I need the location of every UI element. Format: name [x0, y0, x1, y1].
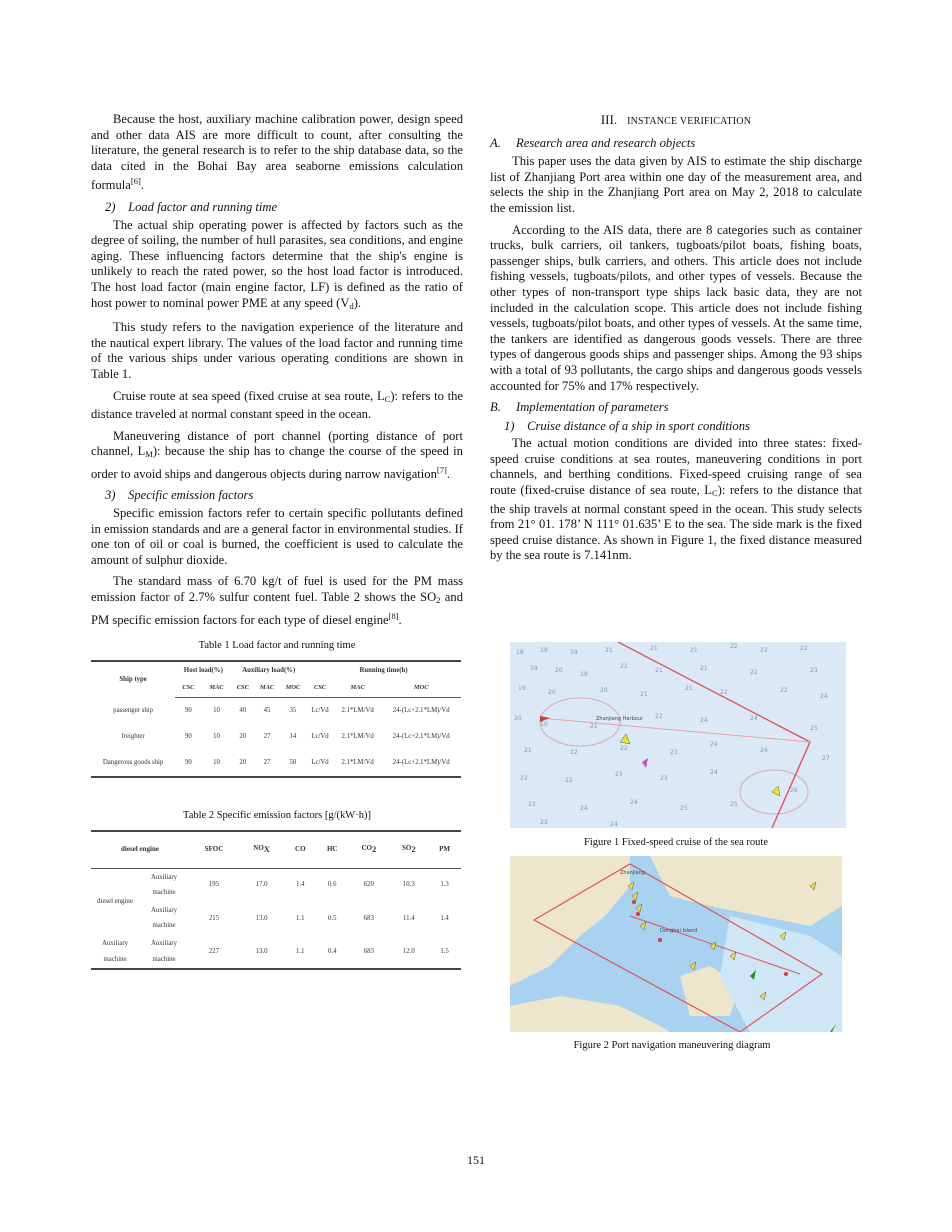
- table-cell: 10: [213, 733, 220, 741]
- table-row: [91, 935, 461, 969]
- paragraph: According to the AIS data, there are 8 categories such as container trucks, bulk carriers, oil tankers, tugboats/pilot boats, fishing boats, passenger ships, bulk carriers, and others. This article does not include fishing vessels, tugboats/pilots, and other types of vessels. Because the other types of non-transport type ships lack basic data, they are not included in the calculation scope. This article does not include fishing vessels, tugboats/pilot boats, and other types of vessels. At the same time, the tankers are identified as dangerous goods vessels. There are three types of dangerous goods ships and passenger ships. Among the 93 ships with a total of 93 pollutants, the cargo ships and dangerous goods vessels accounted for 75% and 17% respectively.: [490, 222, 862, 393]
- svg-text:21: 21: [700, 665, 708, 672]
- figure-1-caption: Figure 1 Fixed-speed cruise of the sea route: [584, 837, 768, 848]
- svg-text:22: 22: [620, 745, 628, 752]
- table-cell: 24-(Lc+2.1*LM)/Vd: [392, 733, 450, 741]
- table-header: CO2: [348, 831, 389, 869]
- subsection-heading-specific-emission: 3) Specific emission factors: [105, 488, 254, 503]
- svg-text:27: 27: [822, 755, 830, 762]
- svg-text:19: 19: [580, 671, 588, 678]
- table-cell: Lc/Vd: [311, 759, 329, 767]
- svg-text:20: 20: [514, 715, 522, 722]
- svg-text:24: 24: [610, 821, 618, 828]
- svg-text:22: 22: [570, 749, 578, 756]
- table-header: SFOC: [189, 831, 239, 869]
- table1-caption: Table 1 Load factor and running time: [198, 640, 356, 652]
- table-cell: 12.0: [402, 947, 415, 955]
- table-cell: 20: [239, 759, 247, 767]
- paragraph: Because the host, auxiliary machine calibration power, design speed and other data AIS are more difficult to count, after consulting the literature, the general research is to refer to the ship database data, so the data cited in the Bohai Bay area seaborne emissions calculation formula[6].: [91, 112, 463, 193]
- paragraph: Maneuvering distance of port channel (porting distance of port channel, $L_M$): because the ship has to change the course of the speed in order to avoid ships and dangerous objects during narrow navigation[7].: [91, 428, 463, 481]
- svg-text:19: 19: [570, 649, 578, 656]
- table-cell: Lc/Vd: [311, 707, 329, 715]
- table-cell: freighter: [121, 733, 145, 741]
- svg-text:21: 21: [524, 747, 532, 754]
- table-cell: 90: [184, 759, 192, 767]
- table-cell: Auxiliary machine: [150, 906, 178, 930]
- table-cell: 10: [213, 759, 220, 767]
- table-cell: 10: [213, 707, 220, 715]
- table-cell: 227: [208, 947, 220, 955]
- table-cell: 27: [263, 733, 271, 741]
- svg-text:24: 24: [710, 769, 718, 776]
- table-cell: 215: [208, 914, 220, 922]
- table-subheader: CSC: [306, 679, 334, 697]
- table2: [91, 830, 461, 971]
- svg-text:22: 22: [655, 713, 663, 720]
- table-cell: 683: [363, 947, 374, 955]
- port-navigation-chart: [510, 856, 842, 1032]
- svg-text:22: 22: [720, 689, 728, 696]
- sea-route-chart: [510, 642, 846, 828]
- table-cell: 24-(Lc+2.1*LM)/Vd: [392, 707, 450, 715]
- subsection-heading-load-factor: 2) Load factor and running time: [105, 199, 278, 214]
- table-cell: 10.3: [402, 881, 415, 889]
- table-cell: 13.0: [255, 914, 268, 922]
- table-cell: 1.4: [296, 881, 305, 889]
- paragraph: The actual ship operating power is affected by factors such as the degree of soiling, the number of hull parasites, sea conditions, and engine aging. These influencing factors determine that the ship's engine is unlikely to reach the rated power, so the host load factor is introduced. The host load factor (main engine factor, LF) is defined as the ratio of host power to nominal power PME at any speed $(V_d)$.: [91, 217, 463, 311]
- svg-text:20: 20: [555, 667, 563, 674]
- svg-text:21: 21: [655, 667, 663, 674]
- table-cell: 27: [263, 759, 271, 767]
- table-header: NOX: [239, 831, 284, 869]
- paragraph: The actual motion conditions are divided into three states: fixed-speed cruise conditions at sea routes, maneuvering conditions in port channels, and berthing conditions. Fixed-speed cruising range of sea route (fixed-cruise distance of sea route, $L_C$): refers to the distance that the ship travels at normal constant speed in the ocean. This study selects from 21° 01. 178’ N 111° 01.635’ E to the sea. The side mark is the fixed speed cruise distance. As shown in Figure 1, the fixed distance measured by the sea route is 7.141nm.: [490, 436, 862, 563]
- svg-text:19: 19: [540, 647, 548, 654]
- table-header: Auxiliary load(%): [242, 666, 296, 674]
- svg-text:22: 22: [520, 775, 528, 782]
- svg-text:22: 22: [800, 645, 808, 652]
- table-cell: Lc/Vd: [311, 733, 329, 741]
- table-header: Host load(%): [183, 666, 223, 674]
- table-row: [91, 698, 461, 725]
- table-cell: diesel engine: [97, 897, 133, 905]
- svg-text:21: 21: [650, 645, 658, 652]
- svg-text:24: 24: [710, 741, 718, 748]
- table-cell: Auxiliary machine: [150, 939, 178, 963]
- table-cell: 620: [363, 881, 374, 889]
- table-cell: 20: [239, 733, 247, 741]
- table-subheader: MAC: [202, 679, 232, 697]
- table-cell: 2.1*LM/Vd: [341, 759, 374, 767]
- table-cell: 1.1: [296, 914, 305, 922]
- section-heading: III. INSTANCE VERIFICATION: [600, 112, 752, 127]
- table-cell: 13.0: [255, 947, 268, 955]
- table-subheader: MOC: [381, 679, 461, 697]
- table-cell: 0.4: [327, 947, 337, 955]
- table-row: [91, 750, 461, 777]
- svg-text:22: 22: [730, 643, 738, 650]
- table-cell: Auxiliary machine: [150, 873, 178, 897]
- svg-text:19: 19: [518, 685, 526, 692]
- table-cell: 683: [363, 914, 374, 922]
- paragraph: Cruise route at sea speed (fixed cruise at sea route, $L_C$): refers to the distance traveled at normal constant speed in the ocean.: [91, 388, 463, 422]
- table-subheader: MAC: [254, 679, 280, 697]
- figure-2-caption: Figure 2 Port navigation maneuvering diagram: [573, 1040, 771, 1051]
- svg-text:22: 22: [780, 687, 788, 694]
- table-cell: 50: [289, 759, 297, 767]
- table-cell: 1.5: [440, 947, 449, 955]
- table-subheader: CSC: [231, 679, 254, 697]
- paragraph: Specific emission factors refer to certain specific pollutants defined in emission standards and are a general factor in environmental studies. If one ton of oil or coal is burned, the coefficient is used to calculate the amount of sulphur dioxide.: [91, 506, 463, 567]
- table-cell: 0.6: [327, 881, 337, 889]
- subsection-heading-research-area: A. Research area and research objects: [490, 135, 696, 150]
- svg-text:24: 24: [760, 747, 768, 754]
- table-cell: 11.4: [402, 914, 415, 922]
- page-number: 151: [467, 1153, 485, 1167]
- svg-text:21: 21: [605, 647, 613, 654]
- svg-text:23: 23: [615, 771, 623, 778]
- svg-text:26: 26: [790, 787, 798, 794]
- svg-text:24: 24: [820, 693, 828, 700]
- left-column: [91, 112, 463, 970]
- table-cell: Auxiliary machine: [101, 939, 129, 963]
- table-cell: 0.5: [327, 914, 337, 922]
- table-cell: 24-(Lc+2.1*LM)/Vd: [392, 759, 450, 767]
- svg-text:21: 21: [690, 647, 698, 654]
- table-cell: 17.0: [255, 881, 268, 889]
- svg-text:23: 23: [810, 667, 818, 674]
- table-row: [91, 868, 461, 902]
- paragraph: This paper uses the data given by AIS to estimate the ship discharge list of Zhanjiang Port area within one day of the measurement area, and selects the ship in the Zhanjiang Port area on May 2, 2018 to calculate the emission list.: [490, 154, 862, 215]
- table-cell: 1.4: [440, 914, 449, 922]
- table-header: diesel engine: [91, 831, 189, 869]
- table-cell: 1.1: [296, 947, 305, 955]
- table-cell: Dangerous goods ship: [102, 759, 164, 767]
- svg-text:24: 24: [750, 715, 758, 722]
- table-header: PM: [428, 831, 461, 869]
- svg-text:23: 23: [660, 775, 668, 782]
- chart-label: Zhanjiang: [620, 870, 646, 876]
- svg-text:19: 19: [530, 665, 538, 672]
- svg-text:24: 24: [580, 805, 588, 812]
- svg-text:18: 18: [516, 649, 524, 656]
- svg-text:25: 25: [680, 805, 688, 812]
- table2-caption: Table 2 Specific emission factors [g/(kW·h)]: [183, 810, 371, 821]
- table-cell: 1.3: [440, 881, 449, 889]
- table-subheader: CSC: [175, 679, 201, 697]
- svg-text:21: 21: [620, 663, 628, 670]
- subsection-heading-parameters: B. Implementation of parameters: [490, 400, 669, 415]
- table-cell: 45: [263, 707, 271, 715]
- table-cell: 2.1*LM/Vd: [341, 733, 374, 741]
- table-cell: 90: [184, 707, 192, 715]
- table-row: [91, 902, 461, 935]
- table-cell: 40: [239, 707, 247, 715]
- table-header: CO: [284, 831, 316, 869]
- table-cell: 90: [184, 733, 192, 741]
- chart-label: Zhanjiang Harbour: [596, 716, 643, 722]
- paragraph: This study refers to the navigation experience of the literature and the nautical expert library. The values of the load factor and running time of the various ships under various operating conditions are shown in Table 1.: [91, 320, 463, 381]
- table-header: Ship type: [119, 675, 147, 683]
- svg-text:21: 21: [685, 685, 693, 692]
- table-cell: 14: [289, 733, 297, 741]
- svg-text:22: 22: [750, 669, 758, 676]
- table-subheader: MAC: [334, 679, 381, 697]
- figure-2-chart: [510, 856, 842, 1032]
- table1: [91, 660, 461, 778]
- svg-text:21: 21: [590, 723, 598, 730]
- table-cell: passenger ship: [113, 706, 154, 714]
- table-cell: 195: [208, 881, 220, 889]
- chart-label: Donghai Island: [660, 928, 698, 934]
- svg-text:20: 20: [540, 721, 548, 728]
- svg-text:25: 25: [810, 725, 818, 732]
- table-header: HC: [316, 831, 348, 869]
- table-header: SO2: [389, 831, 428, 869]
- figure-1-chart: [510, 642, 846, 828]
- right-column: [490, 112, 862, 570]
- svg-text:22: 22: [760, 647, 768, 654]
- svg-text:23: 23: [528, 801, 536, 808]
- table-cell: 2.1*LM/Vd: [341, 707, 374, 715]
- subsection-heading-cruise-distance: 1) Cruise distance of a ship in sport conditions: [504, 418, 750, 433]
- table-subheader: MOC: [280, 679, 306, 697]
- svg-text:21: 21: [640, 691, 648, 698]
- table-header: Running time(h): [359, 666, 408, 674]
- svg-text:22: 22: [565, 777, 573, 784]
- svg-text:23: 23: [540, 819, 548, 826]
- table-cell: 35: [289, 707, 297, 715]
- paragraph: The standard mass of 6.70 kg/t of fuel is used for the PM mass emission factor of 2.7% sulfur content fuel. Table 2 shows the $SO_2$ and PM specific emission factors for each type of diesel engine[8].: [91, 574, 463, 627]
- table-row: [91, 724, 461, 750]
- svg-text:25: 25: [730, 801, 738, 808]
- svg-text:24: 24: [700, 717, 708, 724]
- svg-text:20: 20: [548, 689, 556, 696]
- svg-text:20: 20: [600, 687, 608, 694]
- svg-text:24: 24: [630, 799, 638, 806]
- svg-text:23: 23: [670, 749, 678, 756]
